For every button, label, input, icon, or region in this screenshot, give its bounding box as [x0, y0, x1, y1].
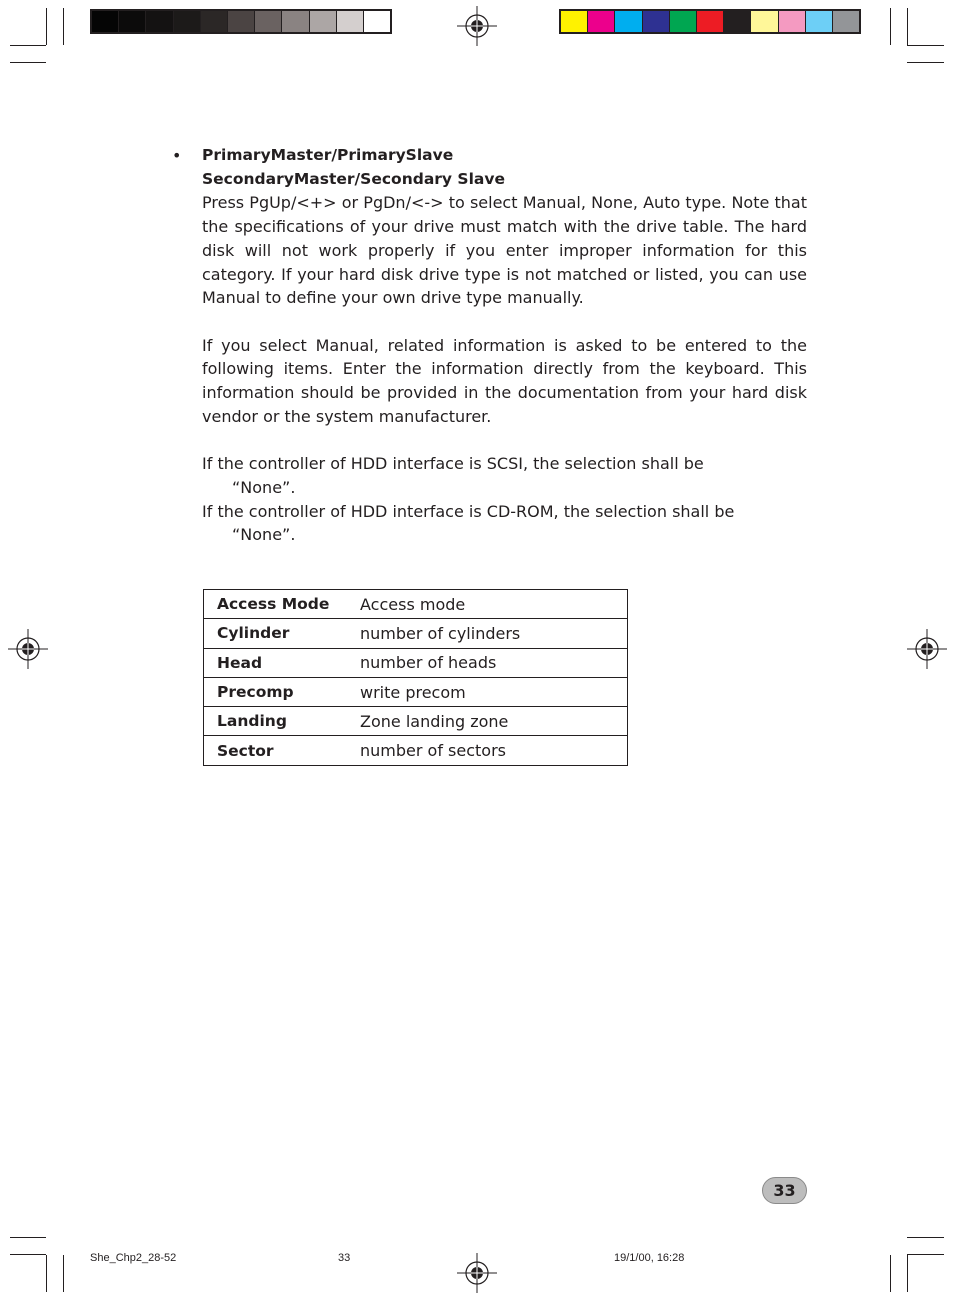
- color-swatch: [118, 11, 145, 32]
- section-heading: SecondaryMaster/Secondary Slave: [202, 169, 505, 188]
- param-description: number of sectors: [360, 736, 628, 765]
- table-row: [204, 707, 628, 736]
- crop-mark: [46, 1255, 47, 1292]
- color-swatch: [642, 11, 669, 32]
- color-swatch: [805, 11, 832, 32]
- table-row: [204, 677, 628, 706]
- color-swatch: [750, 11, 777, 32]
- color-swatch: [723, 11, 750, 32]
- color-swatch: [669, 11, 696, 32]
- note-line: “None”.: [232, 525, 296, 545]
- footer-filename: She_Chp2_28-52: [90, 1252, 177, 1264]
- param-name: Sector: [204, 736, 361, 765]
- grayscale-color-bar: [90, 9, 392, 34]
- section-heading: PrimaryMaster/PrimarySlave: [202, 146, 454, 164]
- param-description: Zone landing zone: [360, 707, 628, 736]
- crop-mark: [907, 1237, 944, 1238]
- table-row: [204, 619, 628, 648]
- color-swatch: [614, 11, 641, 32]
- paragraph: Press PgUp/<+> or PgDn/<-> to select Manual, None, Auto type. Note that the specifications of your drive must match with the drive table. The hard disk will not work properly if you enter improper information for this category. If your hard disk drive type is not matched or listed, you can use Manual to define your own drive type manually.: [202, 193, 807, 308]
- crop-mark: [10, 45, 46, 46]
- crop-mark: [10, 1237, 46, 1238]
- table-row: [204, 590, 628, 619]
- crop-mark: [63, 8, 64, 45]
- drive-parameters-table: [203, 589, 628, 766]
- param-name: Cylinder: [204, 619, 361, 648]
- crop-mark: [46, 8, 47, 45]
- param-description: write precom: [360, 677, 628, 706]
- crop-mark: [890, 1255, 891, 1292]
- param-name: Access Mode: [204, 590, 361, 619]
- color-swatch: [363, 11, 390, 32]
- cmyk-color-bar: [559, 9, 861, 34]
- note-line: If the controller of HDD interface is CD-ROM, the selection shall be: [202, 501, 735, 521]
- crop-mark: [10, 1254, 46, 1255]
- paragraph: If you select Manual, related information is asked to be entered to the following items. Enter the information directly from the keyboard. This information should be provided in the documentation from your hard disk vendor or the system manufacturer.: [202, 335, 807, 426]
- crop-mark: [10, 62, 46, 63]
- color-swatch: [561, 11, 587, 32]
- registration-mark-icon: [8, 629, 48, 669]
- color-swatch: [200, 11, 227, 32]
- section-content: [202, 144, 807, 547]
- crop-mark: [907, 1254, 944, 1255]
- param-description: Access mode: [360, 590, 628, 619]
- color-swatch: [92, 11, 118, 32]
- color-swatch: [281, 11, 308, 32]
- footer-date: 19/1/00, 16:28: [614, 1252, 685, 1264]
- crop-mark: [63, 1255, 64, 1292]
- bullet-marker: •: [172, 146, 182, 165]
- color-swatch: [145, 11, 172, 32]
- table-row: [204, 648, 628, 677]
- color-swatch: [254, 11, 281, 32]
- color-swatch: [696, 11, 723, 32]
- registration-mark-icon: [457, 6, 497, 46]
- color-swatch: [336, 11, 363, 32]
- color-swatch: [309, 11, 336, 32]
- table-row: [204, 736, 628, 765]
- crop-mark: [890, 8, 891, 45]
- color-swatch: [173, 11, 200, 32]
- param-description: number of heads: [360, 648, 628, 677]
- crop-mark: [907, 8, 908, 45]
- color-swatch: [227, 11, 254, 32]
- param-name: Head: [204, 648, 361, 677]
- crop-mark: [907, 1255, 908, 1292]
- param-name: Precomp: [204, 677, 361, 706]
- param-description: number of cylinders: [360, 619, 628, 648]
- param-name: Landing: [204, 707, 361, 736]
- footer-page: 33: [338, 1252, 351, 1264]
- registration-mark-icon: [457, 1253, 497, 1293]
- note-line: If the controller of HDD interface is SCSI, the selection shall be: [202, 454, 704, 474]
- note-line: “None”.: [232, 477, 296, 497]
- page-number-badge: 33: [762, 1177, 807, 1204]
- color-swatch: [832, 11, 859, 32]
- color-swatch: [587, 11, 614, 32]
- crop-mark: [907, 45, 944, 46]
- crop-mark: [907, 62, 944, 63]
- registration-mark-icon: [907, 629, 947, 669]
- color-swatch: [778, 11, 805, 32]
